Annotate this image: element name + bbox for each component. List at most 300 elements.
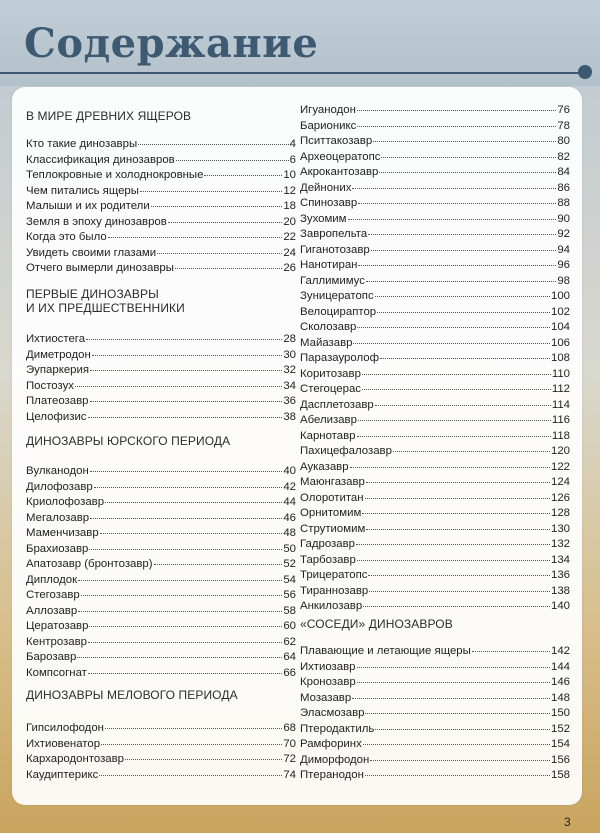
toc-entry [300,368,570,384]
entry-page: 54 [283,573,296,586]
toc-entry [300,569,570,585]
toc-entry [300,259,570,275]
entry-page: 4 [289,138,296,150]
dot-leader [154,564,283,565]
entry-page: 144 [550,660,570,673]
toc-entry [26,465,296,481]
entry-title: Ихтиовенатор [26,737,101,750]
entry-page: 136 [550,569,570,581]
entry-title: Гиганотозавр [300,243,370,256]
entry-list [26,465,296,682]
toc-entry [300,507,570,523]
entry-title: Вулканодон [26,465,89,477]
dot-leader [353,343,550,344]
dot-leader [101,744,282,745]
entry-page: 154 [550,738,570,750]
toc-entry [300,738,570,754]
toc-entry [26,364,296,380]
toc-entry [26,512,296,528]
toc-entry [300,554,570,570]
section-jurassic [26,434,296,682]
entry-page: 130 [550,522,570,535]
entry-title: Пситтакозавр [300,135,373,147]
entry-page: 78 [557,119,570,132]
toc-entry [300,166,570,182]
entry-title: Теплокровные и холоднокровные [26,169,204,181]
toc-entry [26,231,296,247]
section-title: В МИРЕ ДРЕВНИХ ЯЩЕРОВ [26,109,192,123]
entry-title: Зуницератопс [300,290,374,302]
entry-page: 76 [557,104,570,116]
entry-page: 38 [283,410,296,423]
dot-leader [357,682,550,683]
entry-page: 134 [550,553,570,566]
toc-entry [26,154,296,170]
toc-entry [300,244,570,260]
entry-page: 126 [550,491,570,504]
entry-title: Коритозавр [300,367,361,380]
entry-page: 18 [283,200,296,212]
entry-title: Отчего вымерли динозавры [26,262,174,274]
dot-leader [352,698,550,699]
toc-entry [300,585,570,601]
entry-list [26,138,296,278]
entry-title: Ихтиозавр [300,660,356,673]
entry-title: Струтиомим [300,522,366,535]
dot-leader [81,595,283,596]
toc-entry [300,104,570,120]
dot-leader [140,191,282,192]
entry-title: Дасплетозавр [300,398,374,411]
toc-entry [300,414,570,430]
entry-title: Археоцератопс [300,150,381,163]
entry-page: 62 [283,635,296,648]
dot-leader [168,222,283,223]
dot-leader [358,265,556,266]
dot-leader [89,626,282,627]
entry-page: 46 [283,511,296,524]
entry-title: Кронозавр [300,676,356,688]
dot-leader [362,374,551,375]
dot-leader [357,126,556,127]
entry-title: Рамфоринх [300,738,362,750]
dot-leader [368,234,556,235]
entry-page: 20 [283,215,296,228]
dot-leader [393,451,550,452]
toc-entry [300,645,570,661]
toc-entry [300,600,570,616]
entry-title: Чем питались ящеры [26,184,139,197]
toc-entry [26,247,296,263]
entry-page: 24 [283,246,296,259]
entry-title: Криолофозавр [26,496,105,508]
entry-page: 68 [283,722,296,734]
entry-page: 112 [551,383,570,395]
dot-leader [90,401,283,402]
entry-page: 28 [283,333,296,345]
entry-title: Целофизис [26,410,87,423]
contents-panel [12,87,582,805]
entry-title: Диметродон [26,348,91,361]
dot-leader [99,775,282,776]
entry-title: Кто такие динозавры [26,138,138,150]
entry-page: 40 [283,465,296,477]
entry-page: 50 [283,542,296,555]
entry-title: Цератозавр [26,620,89,632]
entry-title: Гипсилофодон [26,722,104,734]
toc-entry [26,574,296,590]
toc-entry [26,200,296,216]
entry-page: 140 [550,600,570,612]
dot-leader [356,544,550,545]
entry-page: 90 [557,212,570,225]
dot-leader [88,673,282,674]
page-title: Содержание [24,20,319,67]
entry-title: Галлимимус [300,274,365,287]
toc-entry [300,321,570,337]
entry-page: 44 [283,496,296,508]
dot-leader [358,420,551,421]
dot-leader [379,172,556,173]
entry-title: Дилофозавр [26,480,93,493]
dot-leader [357,667,550,668]
entry-title: Стегоцерас [300,383,361,395]
entry-page: 116 [551,414,570,426]
dot-leader [350,467,550,468]
entry-page: 124 [550,476,570,488]
entry-title: Барионикс [300,119,357,132]
entry-title: Аллозавр [26,604,78,617]
toc-entry [26,769,296,785]
toc-entry [26,636,296,652]
dot-leader [348,219,557,220]
dot-leader [78,611,282,612]
entry-title: Зухомим [300,212,347,225]
entry-title: Каудиптерикс [26,768,99,781]
toc-entry [26,722,296,738]
toc-entry [300,445,570,461]
entry-title: Постозух [26,379,74,392]
page-number: 3 [564,815,571,829]
entry-page: 88 [557,197,570,209]
dot-leader [89,549,282,550]
entry-title: Барозавр [26,651,77,663]
entry-page: 48 [283,527,296,539]
entry-title: Когда это было [26,231,107,243]
toc-entry [26,138,296,154]
entry-page: 64 [283,651,296,663]
toc-entry [300,692,570,708]
dot-leader [100,533,283,534]
toc-entry [300,461,570,477]
section-ancient-reptiles [26,109,296,278]
entry-title: Диплодок [26,573,78,586]
entry-title: Трицератопс [300,569,368,581]
entry-list [300,645,570,785]
dot-leader [362,389,551,390]
toc-entry [300,306,570,322]
dot-leader [375,296,550,297]
entry-title: Маменчизавр [26,527,99,539]
entry-page: 80 [557,135,570,147]
toc-entry [26,349,296,365]
entry-title: Маюнгазавр [300,476,365,488]
dot-leader [138,144,289,145]
entry-page: 60 [283,620,296,632]
entry-title: Компсогнат [26,666,87,679]
toc-entry [300,151,570,167]
entry-title: Гадрозавр [300,538,355,550]
entry-page: 86 [557,181,570,194]
entry-page: 128 [550,507,570,519]
toc-entry [26,605,296,621]
toc-entry [26,620,296,636]
dot-leader [105,728,282,729]
entry-page: 110 [551,367,570,380]
entry-title: Дейноних [300,181,352,194]
section-cretaceous-continued [300,104,570,616]
toc-entry [300,135,570,151]
dot-leader [90,518,282,519]
toc-entry [26,651,296,667]
toc-entry [300,213,570,229]
title-bar [0,0,600,86]
entry-page: 108 [550,352,570,364]
toc-entry [26,169,296,185]
dot-leader [86,339,282,340]
entry-title: Брахиозавр [26,542,89,555]
entry-page: 120 [550,445,570,457]
toc-entry [300,476,570,492]
entry-title: Эласмозавр [300,707,365,719]
entry-title: Диморфодон [300,753,370,766]
entry-title: Акрокантозавр [300,166,379,178]
toc-entry [26,753,296,769]
title-rule [0,72,582,74]
toc-entry [300,352,570,368]
entry-title: Мозазавр [300,691,352,704]
dot-leader [204,175,282,176]
toc-entry [300,182,570,198]
entry-page: 32 [283,364,296,376]
dot-leader [377,312,550,313]
toc-entry [300,399,570,415]
toc-entry [26,411,296,427]
entry-title: Карнотавр [300,429,356,442]
entry-page: 22 [283,231,296,243]
dot-leader [366,482,550,483]
entry-list [26,333,296,426]
entry-page: 6 [289,153,296,166]
entry-page: 158 [550,769,570,781]
entry-title: Тарбозавр [300,553,356,566]
dot-leader [108,237,283,238]
dot-leader [369,591,550,592]
entry-page: 118 [551,429,570,442]
entry-page: 96 [557,259,570,271]
dot-leader [370,760,550,761]
entry-page: 94 [557,243,570,256]
entry-page: 114 [551,398,570,411]
toc-entry [300,769,570,785]
dot-leader [90,471,283,472]
entry-page: 106 [550,336,570,349]
entry-page: 146 [550,676,570,688]
entry-page: 104 [550,321,570,333]
entry-title: Стегозавр [26,589,80,601]
toc-entry [26,496,296,512]
toc-entry [300,754,570,770]
dot-leader [357,436,551,437]
dot-leader [157,253,282,254]
section-cretaceous [26,688,296,784]
toc-entry [300,523,570,539]
dot-leader [357,110,556,111]
toc-entry [300,383,570,399]
dot-leader [176,160,289,161]
entry-title: Классификация динозавров [26,153,175,166]
dot-leader [365,498,550,499]
entry-page: 84 [557,166,570,178]
dot-leader [88,417,283,418]
dot-leader [381,157,556,158]
entry-title: Платеозавр [26,395,89,407]
dot-leader [365,713,550,714]
entry-page: 12 [283,184,296,197]
entry-title: Пахицефалозавр [300,445,392,457]
dot-leader [363,606,550,607]
entry-title: Майазавр [300,336,353,349]
entry-page: 58 [283,604,296,617]
entry-page: 34 [283,379,296,392]
entry-list [300,104,570,616]
entry-title: Анкилозавр [300,600,363,612]
entry-title: Нанотиран [300,259,358,271]
toc-entry [26,558,296,574]
toc-entry [26,333,296,349]
entry-title: Кентрозавр [26,635,87,648]
dot-leader [357,560,550,561]
entry-title: Игуанодон [300,104,356,116]
dot-leader [151,206,283,207]
dot-leader [357,327,550,328]
dot-leader [472,651,550,652]
dot-leader [375,729,550,730]
entry-title: Спинозавр [300,197,358,209]
toc-entry [26,527,296,543]
entry-page: 82 [557,150,570,163]
dot-leader [368,575,550,576]
dot-leader [371,250,557,251]
entry-title: Паразауролоф [300,352,379,364]
entry-title: Ауказавр [300,460,349,473]
dot-leader [90,370,282,371]
toc-entry [300,228,570,244]
entry-page: 42 [283,480,296,493]
entry-title: Увидеть своими глазами [26,246,157,259]
entry-page: 150 [550,707,570,719]
entry-title: Орнитомим [300,507,362,519]
entry-page: 52 [283,558,296,570]
entry-title: Олоротитан [300,491,364,504]
dot-leader [380,358,550,359]
entry-page: 36 [283,395,296,407]
entry-title: Абелизавр [300,414,357,426]
toc-entry [300,337,570,353]
toc-entry [26,481,296,497]
entry-title: Кархародонтозавр [26,753,125,765]
dot-leader [105,502,282,503]
toc-entry [26,738,296,754]
toc-entry [26,667,296,683]
entry-title: Ихтиостега [26,333,86,345]
entry-page: 70 [283,737,296,750]
entry-title: Плавающие и летающие ящеры [300,645,471,657]
dot-leader [375,405,551,406]
entry-page: 152 [550,722,570,735]
entry-page: 26 [283,262,296,274]
dot-leader [88,642,282,643]
toc-entry [26,262,296,278]
dot-leader [77,657,282,658]
entry-page: 98 [557,274,570,287]
dot-leader [362,513,550,514]
entry-page: 74 [283,768,296,781]
entry-title: Птеродактиль [300,722,375,735]
entry-page: 138 [550,584,570,597]
entry-title: Малыши и их родители [26,200,150,212]
toc-entry [300,723,570,739]
dot-leader [94,487,283,488]
toc-entry [26,380,296,396]
entry-page: 156 [550,753,570,766]
toc-entry [300,538,570,554]
toc-entry [300,707,570,723]
entry-list [26,722,296,784]
entry-page: 132 [550,538,570,550]
section-title: «СОСЕДИ» ДИНОЗАВРОВ [300,617,453,631]
entry-page: 10 [283,169,296,181]
section-title: ДИНОЗАВРЫ ЮРСКОГО ПЕРИОДА [26,434,231,448]
entry-title: Эупаркерия [26,364,90,376]
dot-leader [175,268,282,269]
entry-page: 30 [283,348,296,361]
dot-leader [365,775,550,776]
entry-page: 102 [550,305,570,318]
toc-entry [300,661,570,677]
dot-leader [352,188,556,189]
entry-page: 142 [550,645,570,657]
toc-entry [26,395,296,411]
entry-page: 92 [557,228,570,240]
entry-page: 122 [550,460,570,473]
toc-entry [300,197,570,213]
entry-title: Земля в эпоху динозавров [26,215,167,228]
section-title: ДИНОЗАВРЫ МЕЛОВОГО ПЕРИОДА [26,688,238,702]
entry-page: 148 [550,691,570,704]
dot-leader [366,281,556,282]
toc-entry [26,185,296,201]
entry-title: Апатозавр (бронтозавр) [26,558,153,570]
dot-leader [78,580,282,581]
entry-title: Велоцираптор [300,305,377,318]
toc-entry [300,290,570,306]
section-title: ПЕРВЫЕ ДИНОЗАВРЫ И ИХ ПРЕДШЕСТВЕННИКИ [26,287,185,315]
toc-entry [26,589,296,605]
dot-leader [373,141,556,142]
entry-title: Завропельта [300,228,368,240]
dot-leader [75,386,282,387]
